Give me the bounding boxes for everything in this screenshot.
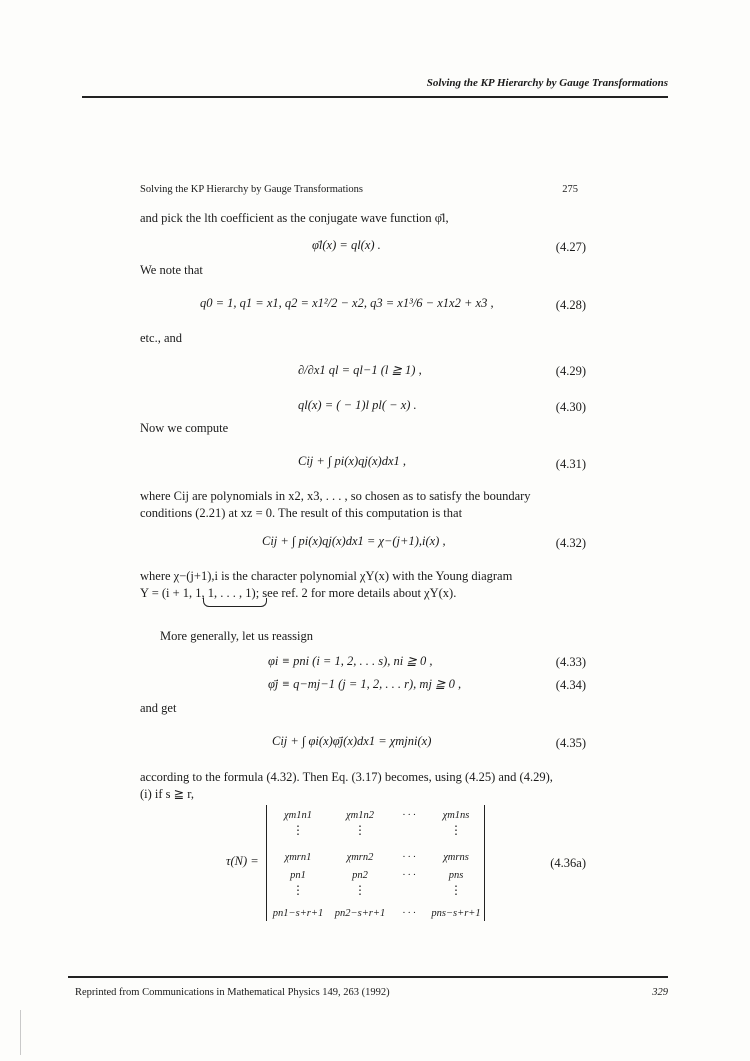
determinant-cell: χmrn1: [284, 852, 312, 863]
determinant-cell: ⋮: [450, 823, 462, 837]
equation-number-4-36a: (4.36a): [550, 856, 586, 870]
determinant-cell: ⋮: [450, 883, 462, 897]
equation-number-4-34: (4.34): [555, 678, 586, 692]
equation-4-32: Cij + ∫ pi(x)qj(x)dx1 = χ−(j+1),i(x) ,: [262, 534, 446, 548]
determinant-cell: pn2: [352, 870, 368, 881]
footer-reprint: Reprinted from Communications in Mathematical Physics 149, 263 (1992): [75, 987, 390, 998]
determinant-cell: ⋮: [354, 823, 366, 837]
equation-4-30: ql(x) = ( − 1)l pl( − x) .: [298, 398, 417, 412]
paragraph-case-i: (i) if s ≧ r,: [140, 787, 195, 801]
determinant-cell: · · ·: [402, 852, 416, 863]
determinant-cell: χmrns: [443, 852, 469, 863]
determinant-cell: ⋮: [292, 883, 304, 897]
equation-4-33: φi ≡ pni (i = 1, 2, . . . s), ni ≧ 0 ,: [268, 654, 433, 668]
determinant-cell: χm1n1: [284, 810, 312, 821]
equation-4-35: Cij + ∫ φi(x)φ̄j(x)dx1 = χmjni(x): [272, 734, 432, 748]
footer-page-number: 329: [652, 987, 668, 998]
paragraph-according-formula: according to the formula (4.32). Then Eq. (3.17) becomes, using (4.25) and (4.29),: [140, 770, 553, 784]
determinant-cell: χm1ns: [442, 810, 470, 821]
equation-number-4-35: (4.35): [555, 736, 586, 750]
equation-number-4-29: (4.29): [555, 364, 586, 378]
equation-4-31: Cij + ∫ pi(x)qj(x)dx1 ,: [298, 454, 407, 468]
equation-number-4-32: (4.32): [555, 536, 586, 550]
scan-artifact: [20, 1010, 21, 1055]
inner-page-title: Solving the KP Hierarchy by Gauge Transformations: [140, 184, 364, 195]
equation-number-4-31: (4.31): [555, 457, 586, 471]
inner-page-number: 275: [562, 184, 578, 195]
tau-lhs: τ(N) =: [226, 854, 259, 868]
determinant-cell: χmrn2: [346, 852, 374, 863]
determinant-cell: ⋮: [292, 823, 304, 837]
paragraph-we-note: We note that: [140, 263, 203, 277]
determinant-cell: χm1n2: [346, 810, 374, 821]
determinant-cell: · · ·: [402, 870, 416, 881]
equation-4-34: φ̄j ≡ q−mj−1 (j = 1, 2, . . . r), mj ≧ 0 ,: [268, 677, 462, 691]
equation-4-27: φ̄l(x) = ql(x) .: [312, 238, 381, 252]
determinant-cell: · · ·: [402, 810, 416, 821]
paragraph-boundary-conditions: where Cij are polynomials in x2, x3, . . . , so chosen as to satisfy the boundary conditions (2.21) at xz = 0. The result of this computation is that: [140, 489, 531, 520]
paragraph-and-get: and get: [140, 701, 177, 715]
determinant-cell: pn2−s+r+1: [334, 908, 386, 919]
equation-number-4-28: (4.28): [555, 298, 586, 312]
header-rule: [82, 96, 668, 98]
equation-4-29: ∂/∂x1 ql = ql−1 (l ≧ 1) ,: [298, 363, 422, 377]
determinant-cell: pn1: [290, 870, 306, 881]
determinant-cell: pn1−s+r+1: [272, 908, 324, 919]
determinant-left-bar: [266, 805, 267, 921]
paragraph-character-polynomial: where χ−(j+1),i is the character polynomial χY(x) with the Young diagram: [140, 569, 513, 583]
determinant-cell: ⋮: [354, 883, 366, 897]
determinant-right-bar: [484, 805, 485, 921]
paragraph-pick-coefficient: and pick the lth coefficient as the conjugate wave function φ̄l,: [140, 211, 449, 225]
paragraph-young-diagram: Y = (i + 1, 1, 1, . . . , 1); see ref. 2 for more details about χY(x).: [140, 586, 457, 600]
equation-number-4-33: (4.33): [555, 655, 586, 669]
equation-number-4-27: (4.27): [555, 240, 586, 254]
determinant-cell: pns−s+r+1: [431, 908, 481, 919]
determinant-cell: pns: [448, 870, 464, 881]
paragraph-etc: etc., and: [140, 331, 182, 345]
determinant-cell: · · ·: [402, 908, 416, 919]
underbrace: [203, 598, 267, 607]
equation-4-28: q0 = 1, q1 = x1, q2 = x1²/2 − x2, q3 = x1³/6 − x1x2 + x3 ,: [200, 296, 494, 310]
paragraph-more-generally: More generally, let us reassign: [160, 629, 313, 643]
paragraph-now-compute: Now we compute: [140, 421, 229, 435]
footer-rule: [68, 976, 668, 978]
running-head: Solving the KP Hierarchy by Gauge Transformations: [426, 77, 668, 89]
equation-number-4-30: (4.30): [555, 400, 586, 414]
